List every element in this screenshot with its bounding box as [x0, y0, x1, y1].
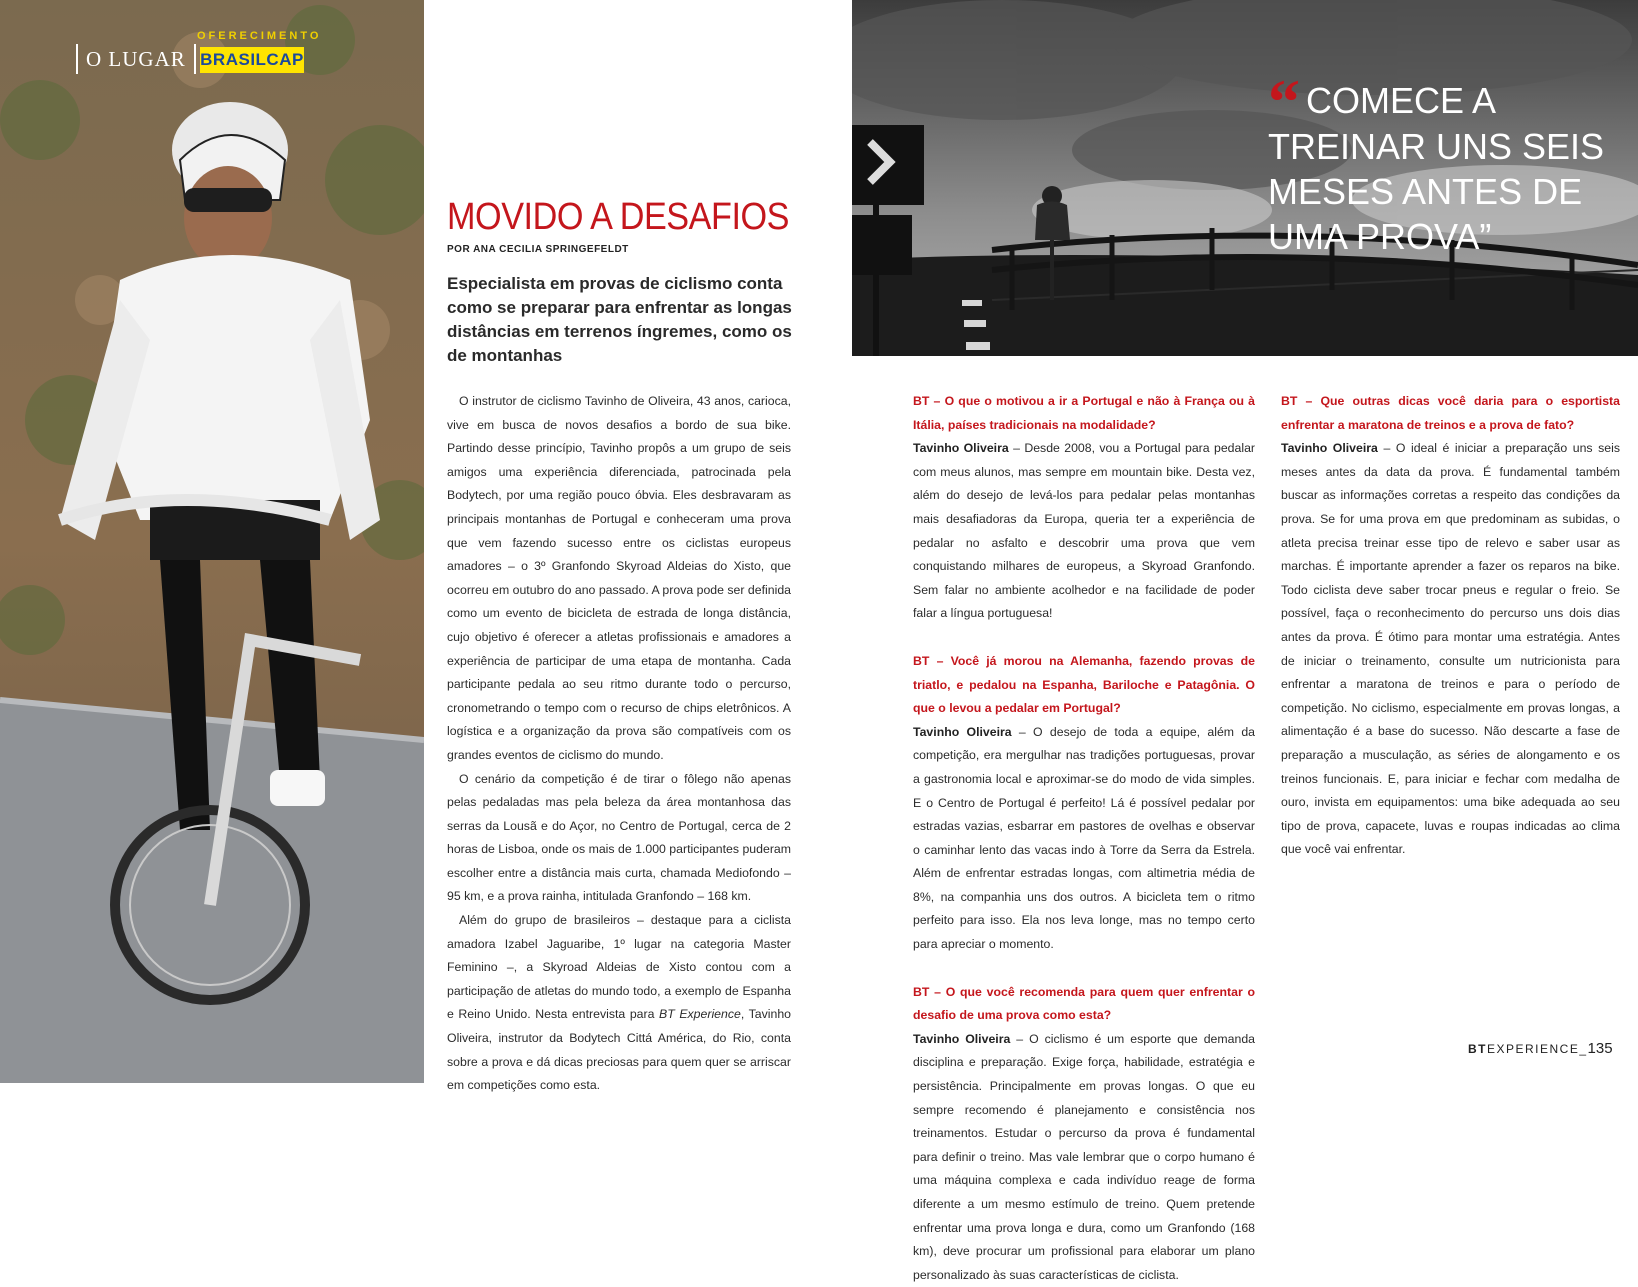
interviewee-name: Tavinho Oliveira [1281, 441, 1378, 456]
pull-quote [1268, 66, 1608, 259]
byline: POR ANA CECILIA SPRINGEFELDT [447, 244, 629, 255]
pull-quote-text: COMECE A TREINAR UNS SEIS MESES ANTES DE UMA PROVA” [1268, 80, 1605, 257]
column-3 [1281, 390, 1620, 862]
quote-mark: “ [1268, 66, 1300, 137]
sponsor-label: OFERECIMENTO [197, 30, 322, 42]
folio-brand: EXPERIENCE_ [1487, 1042, 1588, 1056]
page-folio [1468, 1040, 1613, 1057]
section-label: O LUGAR [76, 44, 196, 74]
folio-brand-bold: BT [1468, 1042, 1487, 1056]
body-text: Além do grupo de brasileiros – destaque para a ciclista amadora Izabel Jaguaribe, 1º lugar na categoria Master Feminino –, a Skyroad Aldeias de Xisto contou com a participação de atletas do mundo todo, a exemplo de Espanha e Reino Unido. Nesta entrevista para [447, 913, 791, 1022]
answer-text: – Desde 2008, vou a Portugal para pedalar com meus alunos, mas sempre em mountain bike. Desta vez, além do desejo de levá-los para pedalar pelas montanhas mais desafiadoras da Europa, queria ter a experiência de pedalar no asfalto e descobrir uma prova que vem conquistando milhares de europeus, a Skyroad Granfondo. Sem falar no ambiente acolhedor e na facilidade de poder falar a língua portuguesa! [913, 441, 1256, 621]
interview-question: BT – Você já morou na Alemanha, fazendo provas de triatlo, e pedalou na Espanha, Bariloche e Patagônia. O que o levou a pedalar em Portugal? [913, 653, 1255, 716]
article-deck: Especialista em provas de ciclismo conta como se preparar para enfrentar as longas distâncias em terrenos íngremes, como os de montanhas [447, 274, 792, 365]
body-paragraph: O instrutor de ciclismo Tavinho de Oliveira, 43 anos, carioca, vive em busca de novos desafios a bordo de sua bike. Partindo desse princípio, Tavinho propôs a um grupo de seis amigos uma experiência diferenciada, patrocinada pela Bodytech, por uma região pouco óbvia. Eles desbravaram as principais montanhas de Portugal e conheceram uma prova que vem fazendo sucesso entre os ciclistas europeus amadores – o 3º Granfondo Skyroad Aldeias do Xisto, que ocorreu em outubro do ano passado. A prova pode ser definida como um evento de bicicleta de estrada de longa distância, cujo objetivo é oferecer a atletas profissionais e amadores a experiência de participar de uma etapa de montanha. Cada participante pedala ao seu ritmo durante todo o percurso, cronometrando o tempo com o recurso de chips eletrônicos. A logística e a organização da prova são compatíveis com os grandes eventos de ciclismo do mundo. [447, 394, 791, 762]
interview-question: BT – O que o motivou a ir a Portugal e não à França ou à Itália, países tradicionais na modalidade? [913, 394, 1255, 432]
interview-question: BT – Que outras dicas você daria para o esportista enfrentar a maratona de treinos e a prova de fato? [1281, 394, 1620, 432]
interview-answer [913, 721, 1255, 957]
answer-text: – O ciclismo é um esporte que demanda disciplina e preparação. Exige força, habilidade, estratégia e persistência. Principalmente em provas longas. O que eu sempre recomendo é planejamento e consistência nos treinamentos. Estudar o percurso da prova é fundamental para definir o treino. Mas vale lembrar que o corpo humano é uma máquina complexa e cada indivíduo reage de forma diferente a um mesmo estímulo de treino. Quem pretende enfrentar uma prova longa e dura, como um Granfondo (168 km), deve procurar um profissional para elaborar um plano personalizado às suas características de ciclista. [913, 1031, 1255, 1282]
interview-answer [913, 1028, 1255, 1287]
page-number: 135 [1587, 1040, 1613, 1057]
article-headline: MOVIDO A DESAFIOS [447, 196, 790, 238]
interview-answer [913, 437, 1255, 626]
body-text: , Tavinho Oliveira, instrutor da Bodytech Cittá América, do Rio, conta sobre a prova e dá dicas preciosas para quem quer se arriscar em competições como esta. [447, 1007, 791, 1093]
answer-text: – O ideal é iniciar a preparação uns seis meses antes da data da prova. É fundamental também buscar as informações corretas a respeito das condições da prova. Se for uma prova em que predominam as subidas, o atleta precisa treinar esse tipo de relevo e saber usar as marchas. É importante aprender a fazer os reparos na bike. Todo ciclista deve saber trocar pneus e regular o freio. Se possível, faça o reconhecimento do percurso uns dois dias antes da prova. É ótimo para montar uma estratégia. Antes de iniciar o treinamento, consulte um nutricionista para enfrentar a maratona de treinos e para o período de competição. No ciclismo, especialmente em provas longas, a alimentação é a base do sucesso. Não descarte a fase de preparação a musculação, as séries de alongamento e os treinos funcionais. E, para iniciar e fechar com medalha de ouro, invista em equipamentos: uma bike adequada ao seu tipo de prova, capacete, luvas e roupas indicadas ao clima que você vai enfrentar. [1281, 441, 1620, 857]
column-1 [447, 390, 791, 1098]
interview-answer [1281, 437, 1620, 862]
column-2 [913, 390, 1255, 1287]
interview-question: BT – O que você recomenda para quem quer enfrentar o desafio de uma prova como esta? [913, 984, 1255, 1023]
body-paragraph: O cenário da competição é de tirar o fôlego não apenas pelas pedaladas mas pela beleza da área montanhosa das serras da Lousã e do Açor, no Centro de Portugal, cerca de 2 horas de Lisboa, onde os mais de 1.000 participantes puderam escolher entre a distância mais curta, chamada Mediofondo – 95 km, e a prova rainha, intitulada Granfondo – 168 km. [447, 771, 791, 904]
interviewee-name: Tavinho Oliveira [913, 724, 1012, 739]
answer-text: – O desejo de toda a equipe, além da competição, era mergulhar nas tradições portuguesas, provar a gastronomia local e aproximar-se do modo de vida simples. E o Centro de Portugal é perfeito! Lá é possível pedalar por estradas vazias, esbarrar em pastores de ovelhas e observar o caminhar lento das vacas indo à Torre da Serra da Estrela. Além de enfrentar estradas longas, com altimetria média de 8%, na companhia uns dos outros. A bicicleta tem o ritmo perfeito para isso. Ela nos leva longe, mas no tempo certo para apreciar o momento. [913, 724, 1256, 952]
interviewee-name: Tavinho Oliveira [913, 441, 1009, 456]
body-paragraph [447, 909, 791, 1098]
interviewee-name: Tavinho Oliveira [913, 1031, 1011, 1046]
sponsor-logo: BRASILCAP [200, 47, 304, 73]
magazine-name: BT Experience [659, 1007, 741, 1022]
cyclist-photo [0, 0, 424, 1083]
